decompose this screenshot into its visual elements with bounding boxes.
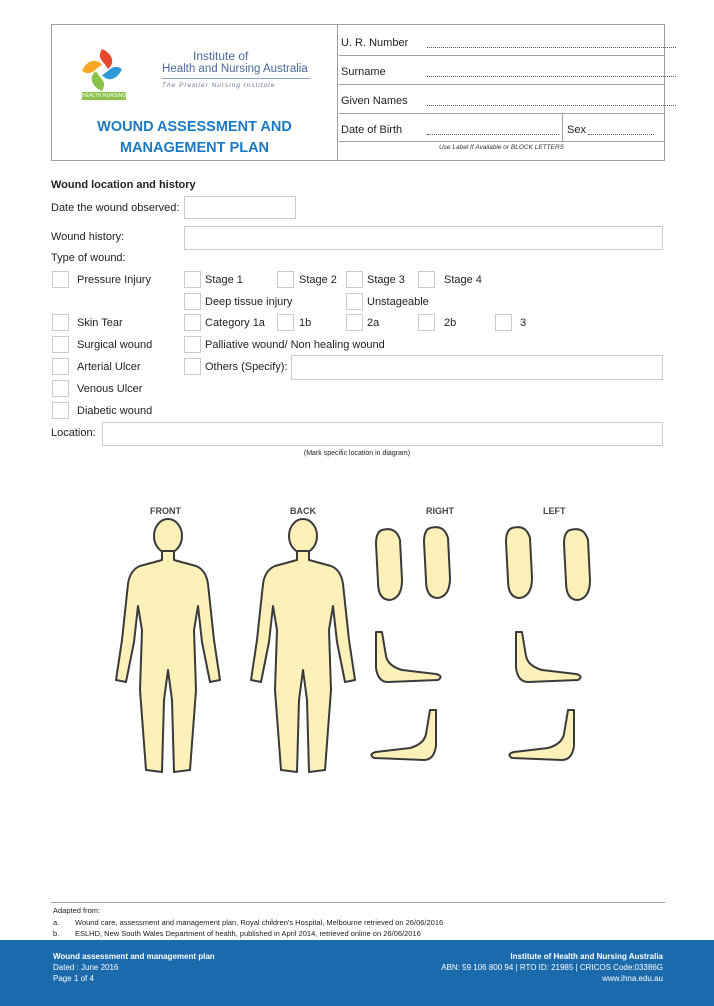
sex-field[interactable] [588, 134, 654, 135]
category-3-checkbox[interactable] [495, 314, 512, 331]
stage3-checkbox[interactable] [346, 271, 363, 288]
stage3-label: Stage 3 [367, 274, 405, 286]
form-title-line2: MANAGEMENT PLAN [119, 140, 270, 156]
arterial-ulcer-checkbox[interactable] [52, 358, 69, 375]
stage1-checkbox[interactable] [184, 271, 201, 288]
skin-tear-label: Skin Tear [77, 317, 123, 329]
diabetic-wound-label: Diabetic wound [77, 405, 153, 417]
right-foot-sole [424, 527, 450, 598]
ur-number-label: U. R. Number [341, 37, 409, 49]
dob-row [339, 114, 664, 142]
right-foot-inner [376, 632, 441, 682]
sex-label: Sex [567, 124, 586, 136]
category-2a-label: 2a [367, 317, 380, 329]
category-1b-checkbox[interactable] [277, 314, 294, 331]
deep-tissue-label: Deep tissue injury [205, 296, 293, 308]
palliative-wound-checkbox[interactable] [184, 336, 201, 353]
reference-b-mark: b. [53, 929, 60, 938]
surgical-wound-checkbox[interactable] [52, 336, 69, 353]
dob-field[interactable] [427, 134, 559, 135]
palliative-wound-label: Palliative wound/ Non healing wound [205, 339, 385, 351]
given-names-label: Given Names [341, 95, 408, 107]
front-view-label: FRONT [150, 506, 181, 516]
given-names-row [339, 85, 664, 114]
footer-dated: Dated : June 2016 [53, 963, 119, 972]
given-names-field[interactable] [427, 105, 676, 106]
references-heading: Adapted from: [53, 906, 101, 915]
category-2b-checkbox[interactable] [418, 314, 435, 331]
category-2a-checkbox[interactable] [346, 314, 363, 331]
skin-tear-checkbox[interactable] [52, 314, 69, 331]
footer-doc-title: Wound assessment and management plan [53, 952, 215, 961]
ur-number-row [339, 27, 664, 56]
left-foot-inner [516, 632, 581, 682]
footer-org: Institute of Health and Nursing Australia [510, 952, 663, 961]
type-of-wound-label: Type of wound: [51, 252, 126, 264]
venous-ulcer-checkbox[interactable] [52, 380, 69, 397]
stage1-label: Stage 1 [205, 274, 243, 286]
form-title [52, 117, 337, 159]
sex-divider [562, 114, 563, 141]
footer-page: Page 1 of 4 [53, 974, 94, 983]
arterial-ulcer-label: Arterial Ulcer [77, 361, 141, 373]
left-foot-top [564, 529, 590, 600]
diabetic-wound-checkbox[interactable] [52, 402, 69, 419]
body-diagram[interactable] [100, 500, 620, 780]
category-2b-label: 2b [444, 317, 457, 329]
others-checkbox[interactable] [184, 358, 201, 375]
pressure-injury-checkbox[interactable] [52, 271, 69, 288]
logo-text-line1: Institute of [193, 49, 249, 63]
others-specify-input[interactable] [291, 355, 663, 380]
logo [78, 45, 318, 105]
category-1a-label: Category 1a [205, 317, 265, 329]
left-foot-sole [506, 527, 532, 598]
right-view-label: RIGHT [426, 506, 454, 516]
logo-rule [162, 78, 310, 79]
reference-a-mark: a. [53, 918, 60, 927]
venous-ulcer-label: Venous Ulcer [77, 383, 143, 395]
category-3-label: 3 [520, 317, 527, 329]
section-title: Wound location and history [51, 179, 196, 191]
others-label: Others (Specify): [205, 361, 288, 373]
back-view-label: BACK [290, 506, 316, 516]
header-divider [337, 25, 338, 160]
logo-emblem-icon [78, 45, 126, 95]
location-input[interactable] [102, 422, 663, 446]
references-rule [51, 902, 665, 903]
reference-b [53, 929, 421, 938]
category-1b-label: 1b [299, 317, 312, 329]
unstageable-checkbox[interactable] [346, 293, 363, 310]
date-observed-label: Date the wound observed: [51, 202, 180, 214]
unstageable-label: Unstageable [367, 296, 429, 308]
stage2-checkbox[interactable] [277, 271, 294, 288]
logo-tagline: The Premier Nursing Institute [162, 82, 276, 89]
page-footer [0, 940, 714, 1006]
reference-a [53, 918, 444, 927]
wound-history-label: Wound history: [51, 231, 125, 243]
body-outline-svg [100, 500, 620, 780]
deep-tissue-checkbox[interactable] [184, 293, 201, 310]
logo-text-line2: Health and Nursing Australia [162, 63, 308, 75]
date-observed-input[interactable] [184, 196, 296, 219]
left-view-label: LEFT [543, 506, 566, 516]
location-label: Location: [51, 427, 96, 439]
logo-ribbon: HEALTH·NURSING [82, 93, 127, 99]
form-title-line1: WOUND ASSESSMENT AND [97, 119, 292, 135]
left-foot-outer [509, 710, 574, 760]
label-note: Use Label If Available or BLOCK LETTERS [438, 144, 564, 151]
pressure-injury-label: Pressure Injury [77, 274, 151, 286]
wound-history-input[interactable] [184, 226, 663, 250]
reference-a-text: Wound care, assessment and management plan, Royal children's Hospital, Melbourne retrieved on 26/06/2016 [75, 918, 444, 927]
surname-row [339, 56, 664, 85]
dob-label: Date of Birth [341, 124, 403, 136]
stage2-label: Stage 2 [299, 274, 337, 286]
right-foot-outer [371, 710, 436, 760]
surname-field[interactable] [427, 76, 676, 77]
back-body [251, 519, 355, 772]
footer-website[interactable]: www.ihna.edu.au [602, 974, 663, 983]
surname-label: Surname [341, 66, 386, 78]
patient-header-box [51, 24, 665, 161]
surgical-wound-label: Surgical wound [77, 339, 153, 351]
category-1a-checkbox[interactable] [184, 314, 201, 331]
footer-ids: ABN: 59 106 800 94 | RTO ID: 21985 | CRICOS Code:03386G [441, 963, 663, 972]
stage4-checkbox[interactable] [418, 271, 435, 288]
ur-number-field[interactable] [427, 47, 676, 48]
stage4-label: Stage 4 [444, 274, 482, 286]
front-body [116, 519, 220, 772]
location-note: (Mark specific location in diagram) [303, 450, 411, 457]
reference-b-text: ESLHD, New South Wales Department of health, published in April 2014, retrieved online on 26/06/2016 [75, 929, 421, 938]
right-foot-top [376, 529, 402, 600]
